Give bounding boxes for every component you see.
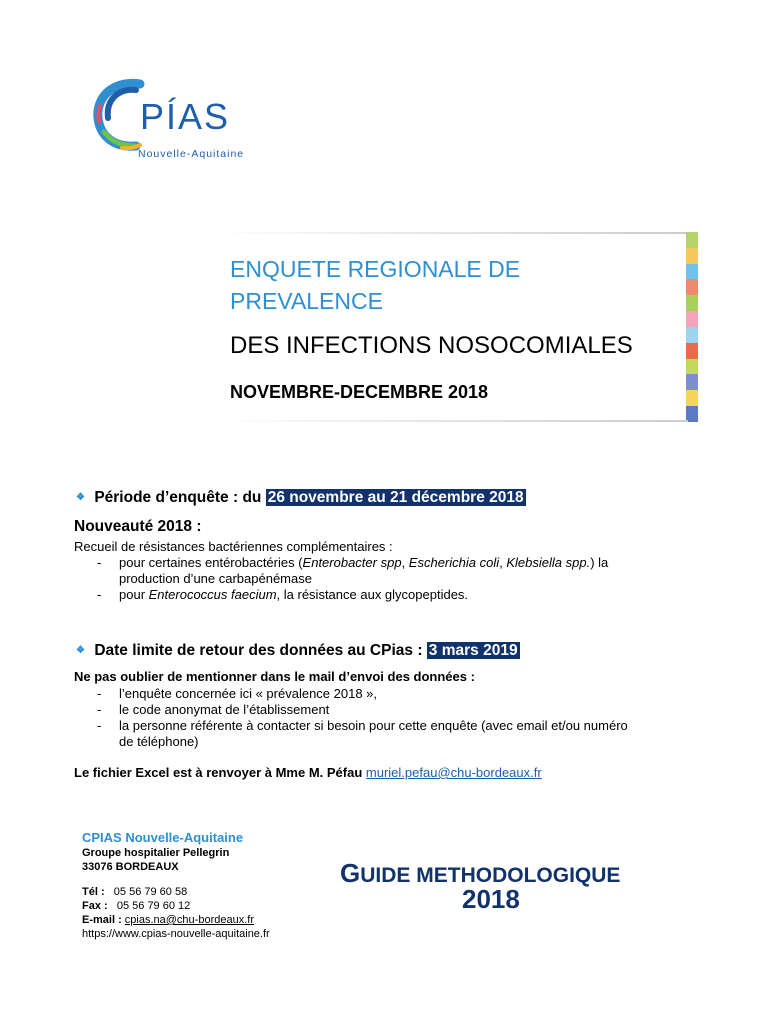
footer-fax: Fax : 05 56 79 60 12 [82, 900, 191, 912]
list-dash: - [97, 555, 102, 570]
new-2018-heading: Nouveauté 2018 : [74, 518, 202, 535]
reminder-heading: Ne pas oublier de mentionner dans le mail d’envoi des données : [74, 669, 475, 684]
deadline-label: Date limite de retour des données au CPias : [94, 642, 427, 659]
cpias-logo [92, 76, 262, 166]
color-bar-segment [686, 248, 698, 264]
diamond-bullet-icon: ❖ [76, 645, 85, 656]
period-label: Période d’enquête : du [94, 489, 266, 506]
list-item-enterobacteries-cont: production d’une carbapénémase [119, 571, 312, 586]
list-item-enterobacteries: pour certaines entérobactéries (Enterobacter spp, Escherichia coli, Klebsiella spp.) la [119, 555, 609, 570]
excel-instruction: Le fichier Excel est à renvoyer à Mme M. Péfau muriel.pefau@chu-bordeaux.fr [74, 765, 542, 780]
period-heading [76, 489, 526, 507]
color-bar-segment [686, 295, 698, 311]
list-dash: - [97, 702, 102, 717]
title-frame-top [218, 232, 688, 234]
color-bar-segment [686, 279, 698, 295]
title-frame-bottom [218, 420, 688, 422]
list-item-referent-cont: de téléphone) [119, 734, 199, 749]
guide-year: 2018 [462, 884, 520, 914]
resistance-intro: Recueil de résistances bactériennes complémentaires : [74, 539, 393, 554]
color-bar-segment [686, 232, 698, 248]
color-bar-segment [686, 327, 698, 343]
list-dash: - [97, 686, 102, 701]
list-dash: - [97, 718, 102, 733]
diamond-bullet-icon: ❖ [76, 492, 85, 503]
title-line-3: DES INFECTIONS NOSOCOMIALES [230, 332, 633, 359]
title-line-2: PREVALENCE [230, 288, 383, 314]
cpias-email-link[interactable]: cpias.na@chu-bordeaux.fr [124, 914, 254, 926]
list-item-anonymous-code: le code anonymat de l’établissement [119, 702, 330, 717]
title-box [218, 232, 698, 422]
color-bar-segment [686, 374, 698, 390]
title-color-bar [686, 232, 698, 422]
footer-email: E-mail : cpias.na@chu-bordeaux.fr [82, 914, 254, 926]
logo-brand: PÍAS [140, 96, 231, 137]
list-item-enterococcus: pour Enterococcus faecium, la résistance aux glycopeptides. [119, 587, 469, 602]
deadline-date: 3 mars 2019 [428, 642, 518, 659]
color-bar-segment [686, 343, 698, 359]
color-bar-segment [686, 264, 698, 280]
title-line-1: ENQUETE REGIONALE DE [230, 256, 521, 282]
list-item-referent: la personne référente à contacter si besoin pour cette enquête (avec email et/ou numéro [119, 718, 628, 733]
color-bar-segment [686, 390, 698, 406]
color-bar-segment [686, 359, 698, 375]
title-line-4: NOVEMBRE-DECEMBRE 2018 [230, 382, 489, 402]
footer-organization: Groupe hospitalier Pellegrin [82, 847, 230, 859]
list-dash: - [97, 587, 102, 602]
logo-subtitle: Nouvelle-Aquitaine [138, 148, 245, 160]
footer-city: 33076 BORDEAUX [82, 861, 179, 873]
period-dates: 26 novembre au 21 décembre 2018 [267, 489, 524, 506]
pefau-email-link[interactable]: muriel.pefau@chu-bordeaux.fr [365, 765, 542, 780]
footer-phone: Tél : 05 56 79 60 58 [82, 886, 188, 898]
footer-website[interactable]: https://www.cpias-nouvelle-aquitaine.fr [82, 928, 270, 940]
guide-title: GUIDE METHODOLOGIQUE [340, 858, 621, 888]
footer-cpias-name: CPIAS Nouvelle-Aquitaine [82, 830, 244, 845]
deadline-heading [76, 642, 520, 660]
list-item-survey: l’enquête concernée ici « prévalence 2018 », [119, 686, 378, 701]
color-bar-segment [686, 311, 698, 327]
